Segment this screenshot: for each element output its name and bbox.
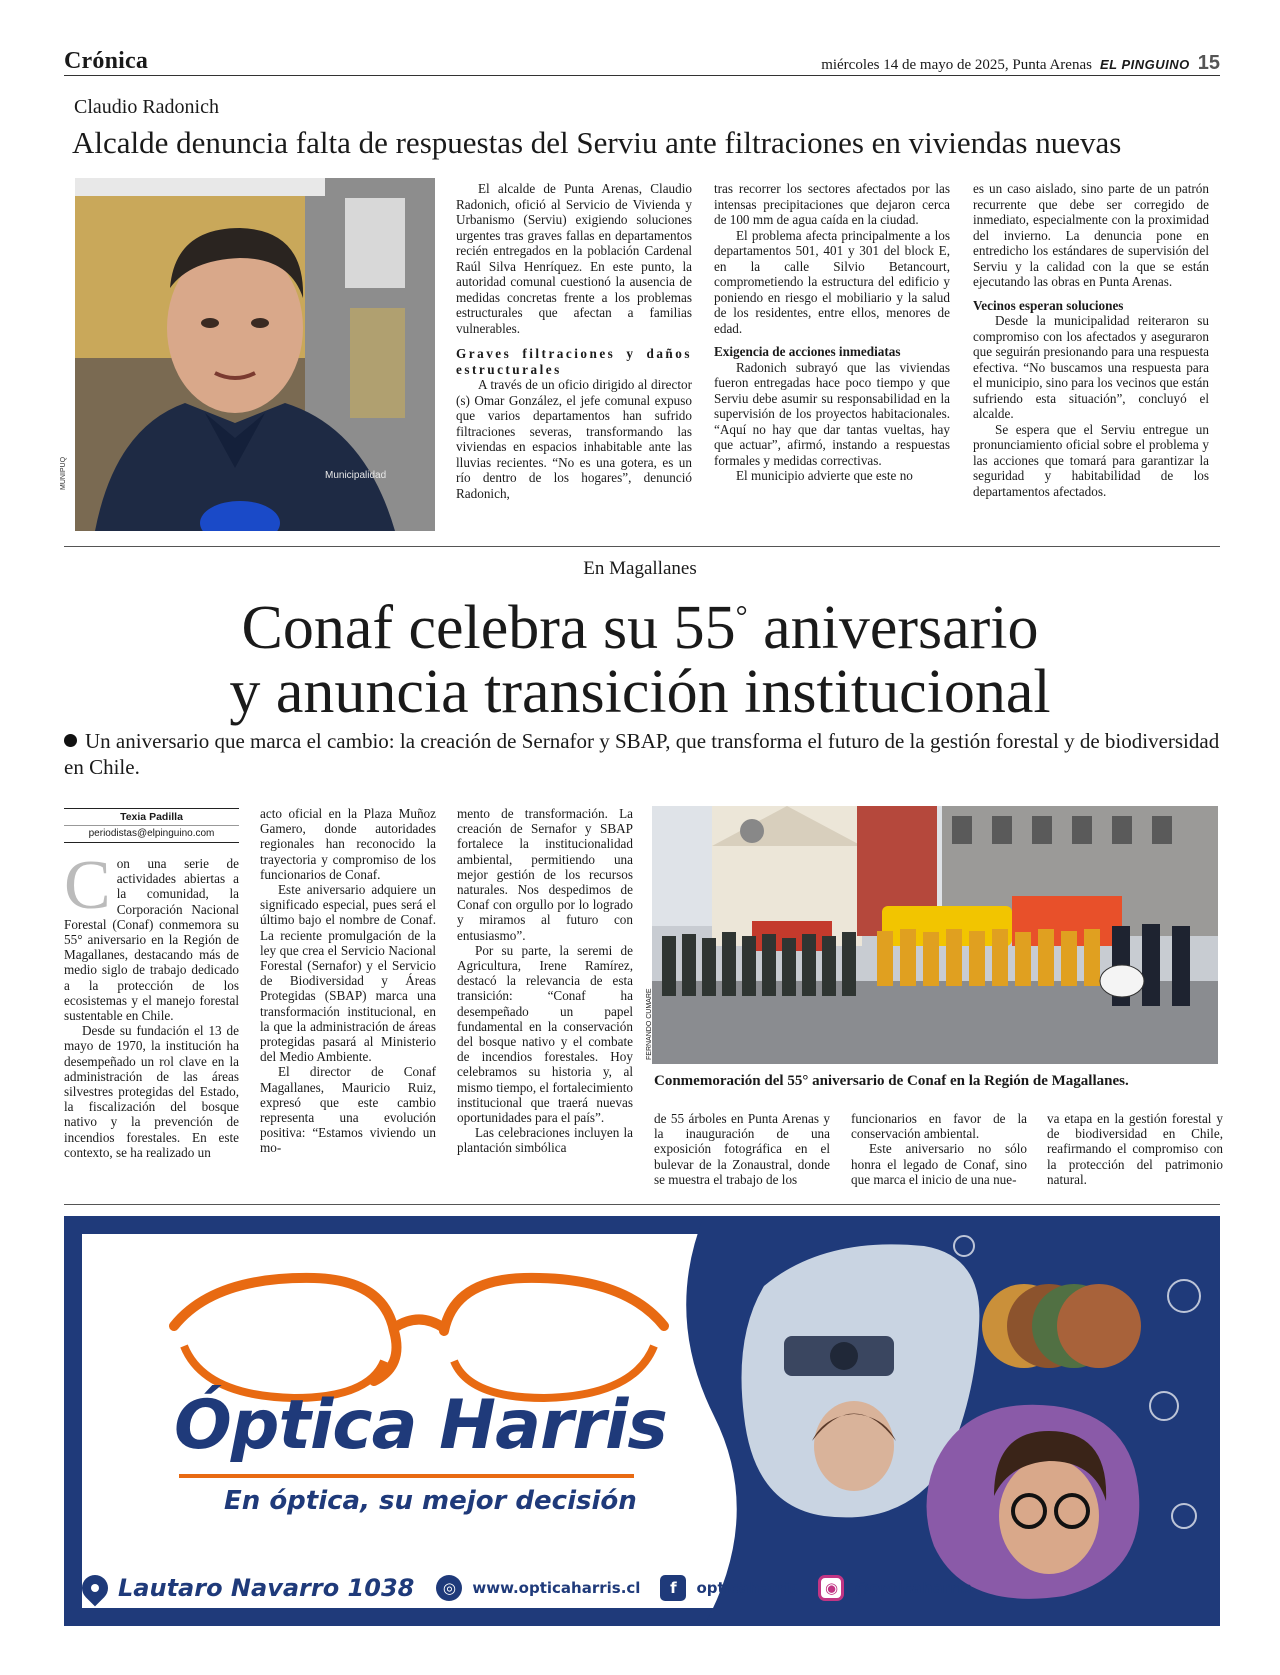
paragraph: va etapa en la gestión forestal y de biodiversidad en Chile, reafirmando el compromiso con la protección del patrimonio natural. (1047, 1111, 1223, 1187)
author-email[interactable]: periodistas@elpinguino.com (64, 826, 239, 843)
facebook-icon[interactable]: f (660, 1575, 686, 1601)
subheading: Exigencia de acciones inmediatas (714, 344, 901, 359)
article1-column-2 (714, 181, 950, 484)
paragraph: es un caso aislado, sino parte de un patrón recurrente que debe ser corregido de inmediato, especialmente con la proximidad del invierno. La denuncia pone en entredicho los estándares de supervisión del Serviu y la calidad con la que se están ejecutando las obras en Punta Arenas. (973, 181, 1209, 289)
article2-column-4 (654, 1111, 830, 1187)
article2-column-3 (457, 806, 633, 1156)
paragraph: tras recorrer los sectores afectados por las intensas precipitaciones que dejaron cerca de 100 mm de agua caída en la ciudad. (714, 181, 950, 227)
article2-photo-credit: FERNANDO CUMARE (646, 988, 653, 1060)
article2-headline (0, 585, 1280, 724)
article1-photo (75, 178, 435, 531)
page-number: 15 (1197, 52, 1220, 74)
dropcap: C (64, 847, 111, 924)
paragraph: Desde su fundación el 13 de mayo de 1970, la institución ha desempeñado un rol clave en la administración de las áreas silvestres protegidas del Estado, la fiscalización del bosque nativo y la prevención de incendios forestales. En este contexto, se ha realizado un (64, 1023, 239, 1160)
paragraph: A través de un oficio dirigido al director (s) Omar González, el jefe comunal expuso que varios departamentos han sufrido filtraciones severas, transformando las viviendas en espacios inhabitable ante las lluvias recientes. “No es una gotera, es un río dentro de los hogares”, denunció Radonich, (456, 377, 692, 501)
paragraph: de 55 árboles en Punta Arenas y la inauguración de una exposición fotográfica en el bulevar de la Zonaustral, donde se muestra el trabajo de los (654, 1111, 830, 1187)
article2-column-6 (1047, 1111, 1223, 1187)
paragraph: funcionarios en favor de la conservación ambiental. (851, 1111, 1027, 1142)
header-right (821, 52, 1220, 75)
article1-kicker: Claudio Radonich (74, 96, 219, 118)
article2-photo (652, 806, 1218, 1064)
ad-address: Lautaro Navarro 1038 (118, 1574, 415, 1602)
paragraph: Radonich subrayó que las viviendas fueron entregadas hace poco tiempo y que Serviu debe asumir su responsabilidad en la supervisión de los proyectos habitacionales. “Aquí no hay que dar tantas vueltas, hay que actuar”, afirmó, instando a respuestas formales y medidas correctivas. (714, 359, 950, 468)
ad-instagram[interactable]: @opticaharris (854, 1579, 972, 1597)
paragraph: El municipio advierte que este no (736, 468, 913, 483)
article1-photo-credit: MUNIPUQ (60, 456, 67, 490)
paragraph: Este aniversario no sólo honra el legado de Conaf, sino que marca el inicio de una nue- (851, 1141, 1027, 1187)
article2-column-2 (260, 806, 436, 1156)
article1-column-3 (973, 181, 1209, 499)
subheading: Vecinos esperan soluciones (973, 297, 1124, 313)
paragraph: mento de transformación. La creación de Sernafor y SBAP fortalece la institucionalidad ambiental, permitiendo una mejor gestión de los recursos naturales. Nos despedimos de Conaf con orgullo por lo logrado y miramos al futuro con entusiasmo”. (457, 806, 633, 943)
location-pin-icon (77, 1570, 114, 1607)
ad-website[interactable]: www.opticaharris.cl (472, 1579, 641, 1597)
paragraph: Este aniversario adquiere un significado especial, pues será el último bajo el nombre de Conaf. La reciente promulgación de la ley que crea el Servicio Nacional Forestal (Sernafor) y el Servicio de Biodiversidad y Áreas Protegidas (SBAP) marca una transformación institucional, en la que la administración de áreas protegidas pasará al Ministerio del Medio Ambiente. (260, 882, 436, 1065)
article1-headline: Alcalde denuncia falta de respuestas del Serviu ante filtraciones en viviendas nuevas (72, 125, 1122, 160)
newspaper-brand: EL PINGUINO (1099, 57, 1190, 72)
ad-footer (82, 1568, 1202, 1608)
article1-column-1 (456, 181, 692, 501)
paragraph: El problema afecta principalmente a los departamentos 501, 401 y 301 del block E, en la calle Silvio Betancourt, comprometiendo la estructura del edificio y poniendo en riesgo el mobiliario y la salud de los residentes, entre ellos, menores de edad. (714, 227, 950, 336)
instagram-icon[interactable]: ◉ (818, 1575, 844, 1601)
advertisement[interactable] (64, 1216, 1220, 1626)
paragraph: Con una serie de actividades abiertas a la comunidad, la Corporación Nacional Forestal (Conaf) conmemora su 55° aniversario en la Región de Magallanes, destacando más de medio siglo de trabajo dedicado a la protección de los ecosistemas y el manejo forestal sustentable en Chile. (64, 847, 239, 1024)
paragraph: Desde la municipalidad reiteraron su compromiso con los afectados y aseguraron que seguirán presionando para una respuesta efectiva. “No buscamos una respuesta para el municipio, sino para los vecinos que están sufriendo esta situación”, concluyó el alcalde. (973, 313, 1209, 421)
paragraph: Por su parte, la seremi de Agricultura, Irene Ramírez, destacó la relevancia de esta transición: “Conaf ha desempeñado un papel fundamental en la conservación del bosque nativo y el combate de incendios forestales. Hoy celebramos su historia y, al mismo tiempo, el fortalecimiento institucional que traerá nuevas oportunidades para el país”. (457, 942, 633, 1126)
article2-lead: Un aniversario que marca el cambio: la creación de Sernafor y SBAP, que transforma el futuro de la gestión forestal y de biodiversidad en Chile. (64, 729, 1220, 779)
ad-slogan: En óptica, su mejor decisión (224, 1486, 637, 1516)
headline-line-2: y anuncia transición institucional (229, 658, 1051, 726)
bullet-icon (64, 734, 77, 747)
ad-brand: Óptica Harris (174, 1386, 667, 1465)
paragraph: El alcalde de Punta Arenas, Claudio Radonich, ofició al Servicio de Vivienda y Urbanismo (Serviu) exigiendo soluciones urgentes tras graves fallas en departamentos recién entregados en la población Cardenal Raúl Silva Henríquez. En este punto, la autoridad comunal cuestionó la ausencia de medidas concretas frente a los problemas estructurales que afectan a familias vulnerables. (456, 181, 692, 336)
svg-text:Municipalidad: Municipalidad (325, 470, 387, 481)
ad-facebook[interactable]: opticaharris (696, 1579, 799, 1597)
article2-kicker: En Magallanes (583, 558, 697, 579)
byline (64, 808, 239, 843)
page-header (64, 48, 1220, 76)
subheading: Graves filtraciones y daños estructurales (456, 346, 692, 377)
photo-caption: Conmemoración del 55° aniversario de Conaf en la Región de Magallanes. (654, 1073, 1129, 1089)
article2-column-1 (64, 847, 239, 1160)
paragraph: Las celebraciones incluyen la plantación simbólica (457, 1125, 633, 1156)
author-name: Texia Padilla (64, 808, 239, 826)
paragraph: Se espera que el Serviu entregue un pronunciamiento oficial sobre el problema y las acciones que tomará para garantizar la seguridad y habitabilidad de los departamentos afectados. (973, 421, 1209, 499)
globe-icon: ◎ (436, 1575, 462, 1601)
section-name: Crónica (64, 48, 149, 74)
article2-column-5 (851, 1111, 1027, 1187)
headline-line-1: Conaf celebra su 55° aniversario (241, 594, 1039, 662)
paragraph: acto oficial en la Plaza Muñoz Gamero, donde autoridades regionales han reconocido la trayectoria y compromiso de los funcionarios de Conaf. (260, 806, 436, 882)
ad-underline (179, 1474, 634, 1478)
section-divider (64, 546, 1220, 547)
dateline: miércoles 14 de mayo de 2025, Punta Arenas (821, 57, 1092, 73)
paragraph: El director de Conaf Magallanes, Mauricio Ruiz, expresó que este cambio representa una evolución positiva: “Estamos viviendo un mo- (260, 1064, 436, 1156)
section-divider (64, 1204, 1220, 1205)
